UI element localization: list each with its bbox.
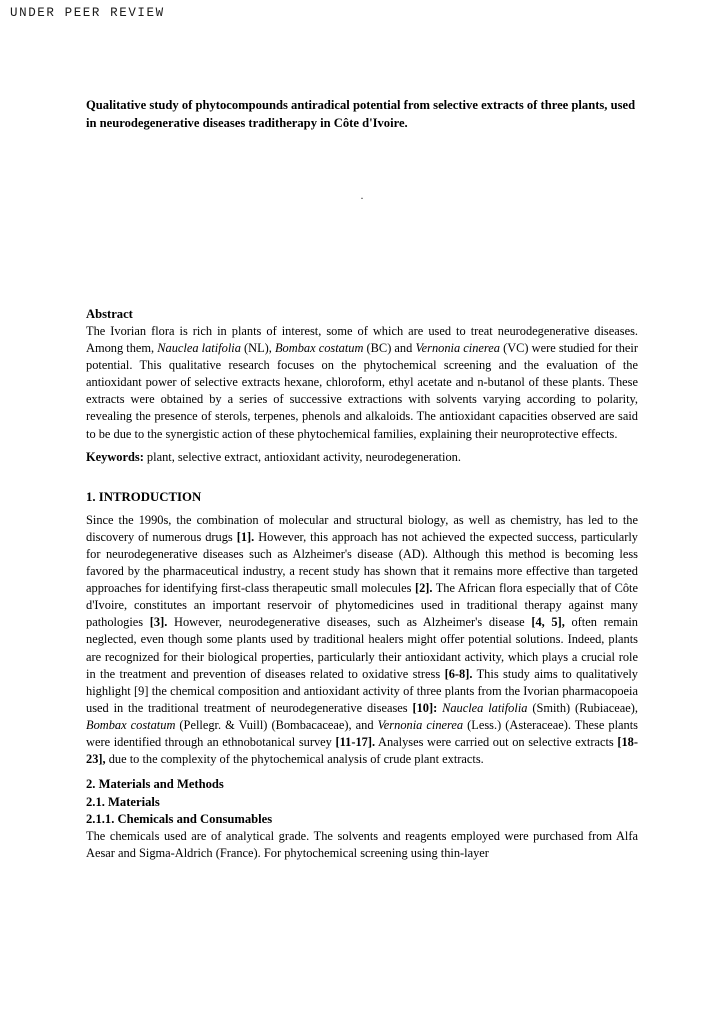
methods-section — [86, 776, 638, 862]
introduction-body: Since the 1990s, the combination of molecular and structural biology, as well as chemistry, has led to the discovery of numerous drugs [1]. However, this approach has not achieved the expected success, particularly for neurodegenerative diseases such as Alzheimer's disease (AD). Although this method is becoming less favored by the pharmaceutical industry, a recent study has shown that it remains more effective than targeted approaches for identifying first-class therapeutic small molecules [2]. The African flora especially that of Côte d'Ivoire, constitutes an important reservoir of phytomedicines used in traditional therapy against many pathologies [3]. However, neurodegenerative diseases, such as Alzheimer's disease [4, 5], often remain neglected, even though some plants used by traditional healers might offer potential solutions. Indeed, plants are recognized for their biological properties, particularly their antioxidant activity, which plays a crucial role in the treatment and prevention of diseases related to oxidative stress [6-8]. This study aims to qualitatively highlight [9] the chemical composition and antioxidant activity of three plants from the Ivorian pharmacopoeia used in the traditional treatment of neurodegenerative diseases [10]: Nauclea latifolia (Smith) (Rubiaceae), Bombax costatum (Pellegr. & Vuill) (Bombacaceae), and Vernonia cinerea (Less.) (Asteraceae). These plants were identified through an ethnobotanical survey [11-17]. Analyses were carried out on selective extracts [18-23], due to the complexity of the phytochemical analysis of crude plant extracts. — [86, 512, 639, 767]
abstract-body: The Ivorian flora is rich in plants of interest, some of which are used to treat neurodegenerative diseases. Among them, Nauclea latifolia (NL), Bombax costatum (BC) and Vernonia cinerea (VC) were studied for their potential. This qualitative research focuses on the phytochemical screening and the evaluation of the antioxidant power of selective extracts hexane, chloroform, ethyl acetate and n-butanol of these plants. These extracts were obtained by a series of successive extractions with solvents varying according to polarity, revealing the presence of sterols, terpenes, phenols and alkaloids. The antioxidant capacities observed are said to be due to the synergistic action of these phytochemical families, explaining their neuroprotective effects. — [86, 324, 638, 441]
center-dot-mark: . — [360, 188, 364, 202]
keywords-text: plant, selective extract, antioxidant activity, neurodegeneration. — [143, 449, 461, 464]
methods-body: The chemicals used are of analytical grade. The solvents and reagents employed were purchased from Alfa Aesar and Sigma-Aldrich (France). For phytochemical screening using thin-layer — [86, 829, 638, 861]
introduction-heading: 1. INTRODUCTION — [86, 489, 202, 504]
abstract-heading: Abstract — [86, 307, 133, 321]
peer-review-watermark: UNDER PEER REVIEW — [10, 6, 165, 20]
materials-heading: 2.1. Materials — [86, 794, 160, 809]
paper-content — [86, 96, 638, 863]
introduction-section — [86, 488, 638, 768]
page-title: Qualitative study of phytocompounds antiradical potential from selective extracts of three plants, used in neurodegenerative diseases traditherapy in Côte d'Ivoire. — [86, 98, 636, 130]
abstract-section — [86, 306, 638, 466]
chemicals-heading: 2.1.1. Chemicals and Consumables — [86, 811, 273, 826]
keywords-label: Keywords: — [86, 449, 144, 464]
methods-heading: 2. Materials and Methods — [86, 777, 224, 792]
keywords-line — [86, 449, 638, 466]
